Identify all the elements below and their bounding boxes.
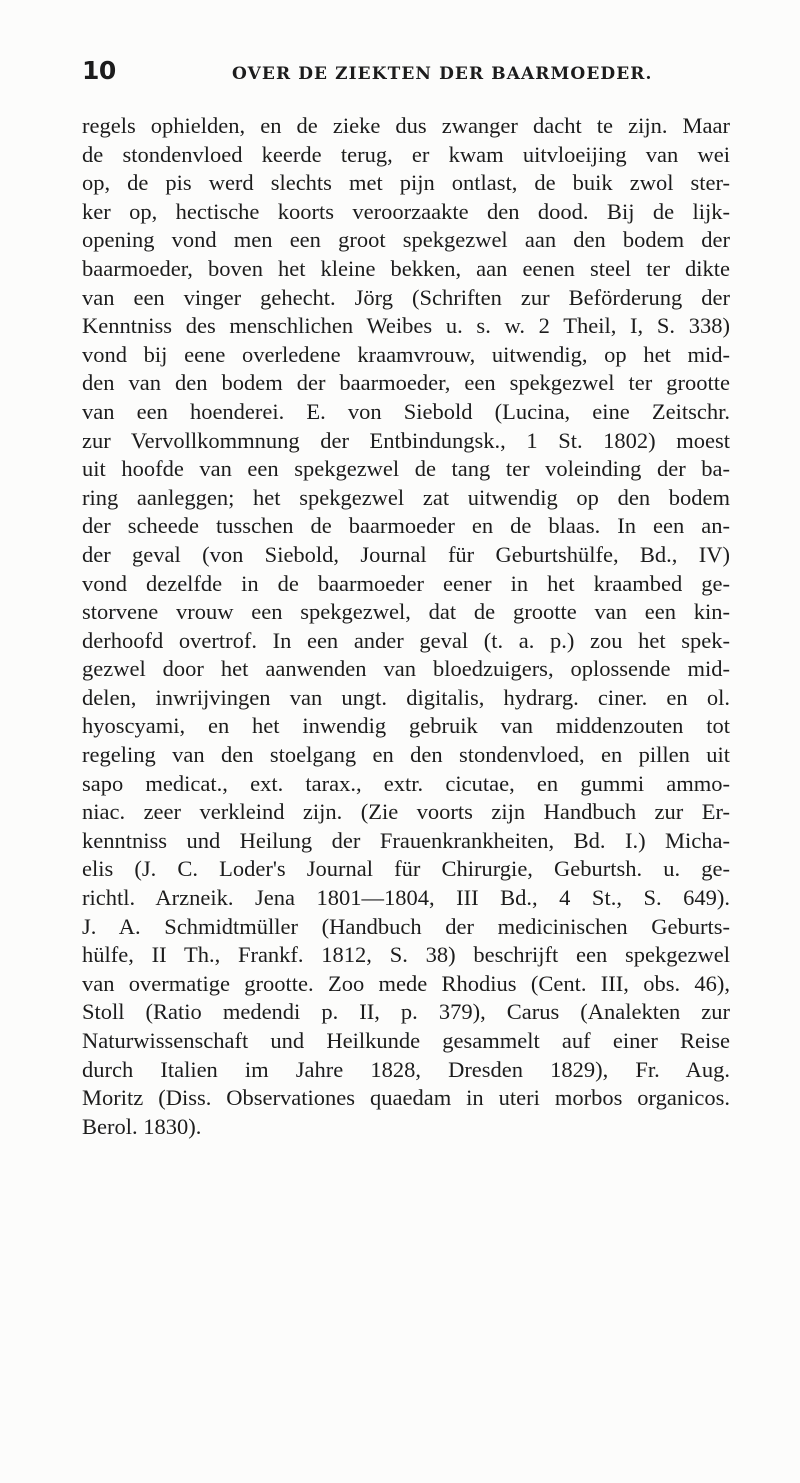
text-line: vond dezelfde in de baarmoeder eener in het kraambed ge- bbox=[82, 570, 730, 596]
text-line: Kenntniss des menschlichen Weibes u. s. w. 2 Theil, I, S. 338) bbox=[82, 313, 730, 339]
text-line: der scheede tusschen de baarmoeder en de blaas. In een an- bbox=[82, 513, 730, 539]
text-line: sapo medicat., ext. tarax., extr. cicutae, en gummi ammo- bbox=[82, 770, 730, 796]
text-line: regeling van den stoelgang en den stondenvloed, en pillen uit bbox=[82, 742, 730, 768]
text-line: van een vinger gehecht. Jörg (Schriften zur Beförderung der bbox=[82, 284, 730, 310]
text-line: niac. zeer verkleind zijn. (Zie voorts zijn Handbuch zur Er- bbox=[82, 799, 730, 825]
running-title: OVER DE ZIEKTEN DER BAARMOEDER. bbox=[232, 64, 653, 84]
text-line: op, de pis werd slechts met pijn ontlast, de buik zwol ster- bbox=[82, 170, 730, 196]
text-line: Stoll (Ratio medendi p. II, p. 379), Carus (Analekten zur bbox=[82, 999, 730, 1025]
body-text bbox=[82, 112, 730, 1141]
text-line: Moritz (Diss. Observationes quaedam in uteri morbos organicos. bbox=[82, 1085, 730, 1111]
text-line: elis (J. C. Loder's Journal für Chirurgie, Geburtsh. u. ge- bbox=[82, 856, 730, 882]
text-line: vond bij eene overledene kraamvrouw, uitwendig, op het mid- bbox=[82, 341, 730, 367]
text-line: opening vond men een groot spekgezwel aan den bodem der bbox=[82, 227, 730, 253]
text-line: delen, inwrijvingen van ungt. digitalis, hydrarg. ciner. en ol. bbox=[82, 684, 730, 710]
page-header bbox=[82, 56, 722, 90]
text-line: zur Vervollkommnung der Entbindungsk., 1 St. 1802) moest bbox=[82, 427, 730, 453]
text-line: richtl. Arzneik. Jena 1801—1804, III Bd., 4 St., S. 649). bbox=[82, 885, 730, 911]
text-line: de stondenvloed keerde terug, er kwam uitvloeijing van wei bbox=[82, 141, 730, 167]
text-line: Naturwissenschaft und Heilkunde gesammelt auf einer Reise bbox=[82, 1028, 730, 1053]
text-line: den van den bodem der baarmoeder, een spekgezwel ter grootte bbox=[82, 370, 730, 396]
text-line: van overmatige grootte. Zoo mede Rhodius (Cent. III, obs. 46), bbox=[82, 970, 730, 996]
text-line: durch Italien im Jahre 1828, Dresden 1829), Fr. Aug. bbox=[82, 1056, 730, 1082]
text-line: ker op, hectische koorts veroorzaakte den dood. Bij de lijk- bbox=[82, 198, 730, 224]
page-number: 10 bbox=[82, 56, 116, 85]
text-line: storvene vrouw een spekgezwel, dat de grootte van een kin- bbox=[82, 599, 730, 625]
text-line: kenntniss und Heilung der Frauenkrankheiten, Bd. I.) Micha- bbox=[82, 827, 730, 853]
text-line: regels ophielden, en de zieke dus zwanger dacht te zijn. Maar bbox=[82, 113, 730, 138]
text-line: van een hoenderei. E. von Siebold (Lucina, eine Zeitschr. bbox=[82, 398, 730, 424]
text-line: hyoscyami, en het inwendig gebruik van middenzouten tot bbox=[82, 713, 730, 739]
text-line: der geval (von Siebold, Journal für Geburtshülfe, Bd., IV) bbox=[82, 541, 730, 567]
text-line: gezwel door het aanwenden van bloedzuigers, oplossende mid- bbox=[82, 656, 730, 682]
text-line: ring aanleggen; het spekgezwel zat uitwendig op den bodem bbox=[82, 484, 730, 510]
text-line: uit hoofde van een spekgezwel de tang ter voleinding der ba- bbox=[82, 456, 730, 482]
text-line: derhoofd overtrof. In een ander geval (t. a. p.) zou het spek- bbox=[82, 627, 730, 653]
text-line: Berol. 1830). bbox=[82, 1113, 202, 1139]
text-line: hülfe, II Th., Frankf. 1812, S. 38) beschrijft een spekgezwel bbox=[82, 942, 730, 968]
text-line: baarmoeder, boven het kleine bekken, aan eenen steel ter dikte bbox=[82, 255, 730, 281]
text-line: J. A. Schmidtmüller (Handbuch der medicinischen Geburts- bbox=[82, 913, 730, 939]
